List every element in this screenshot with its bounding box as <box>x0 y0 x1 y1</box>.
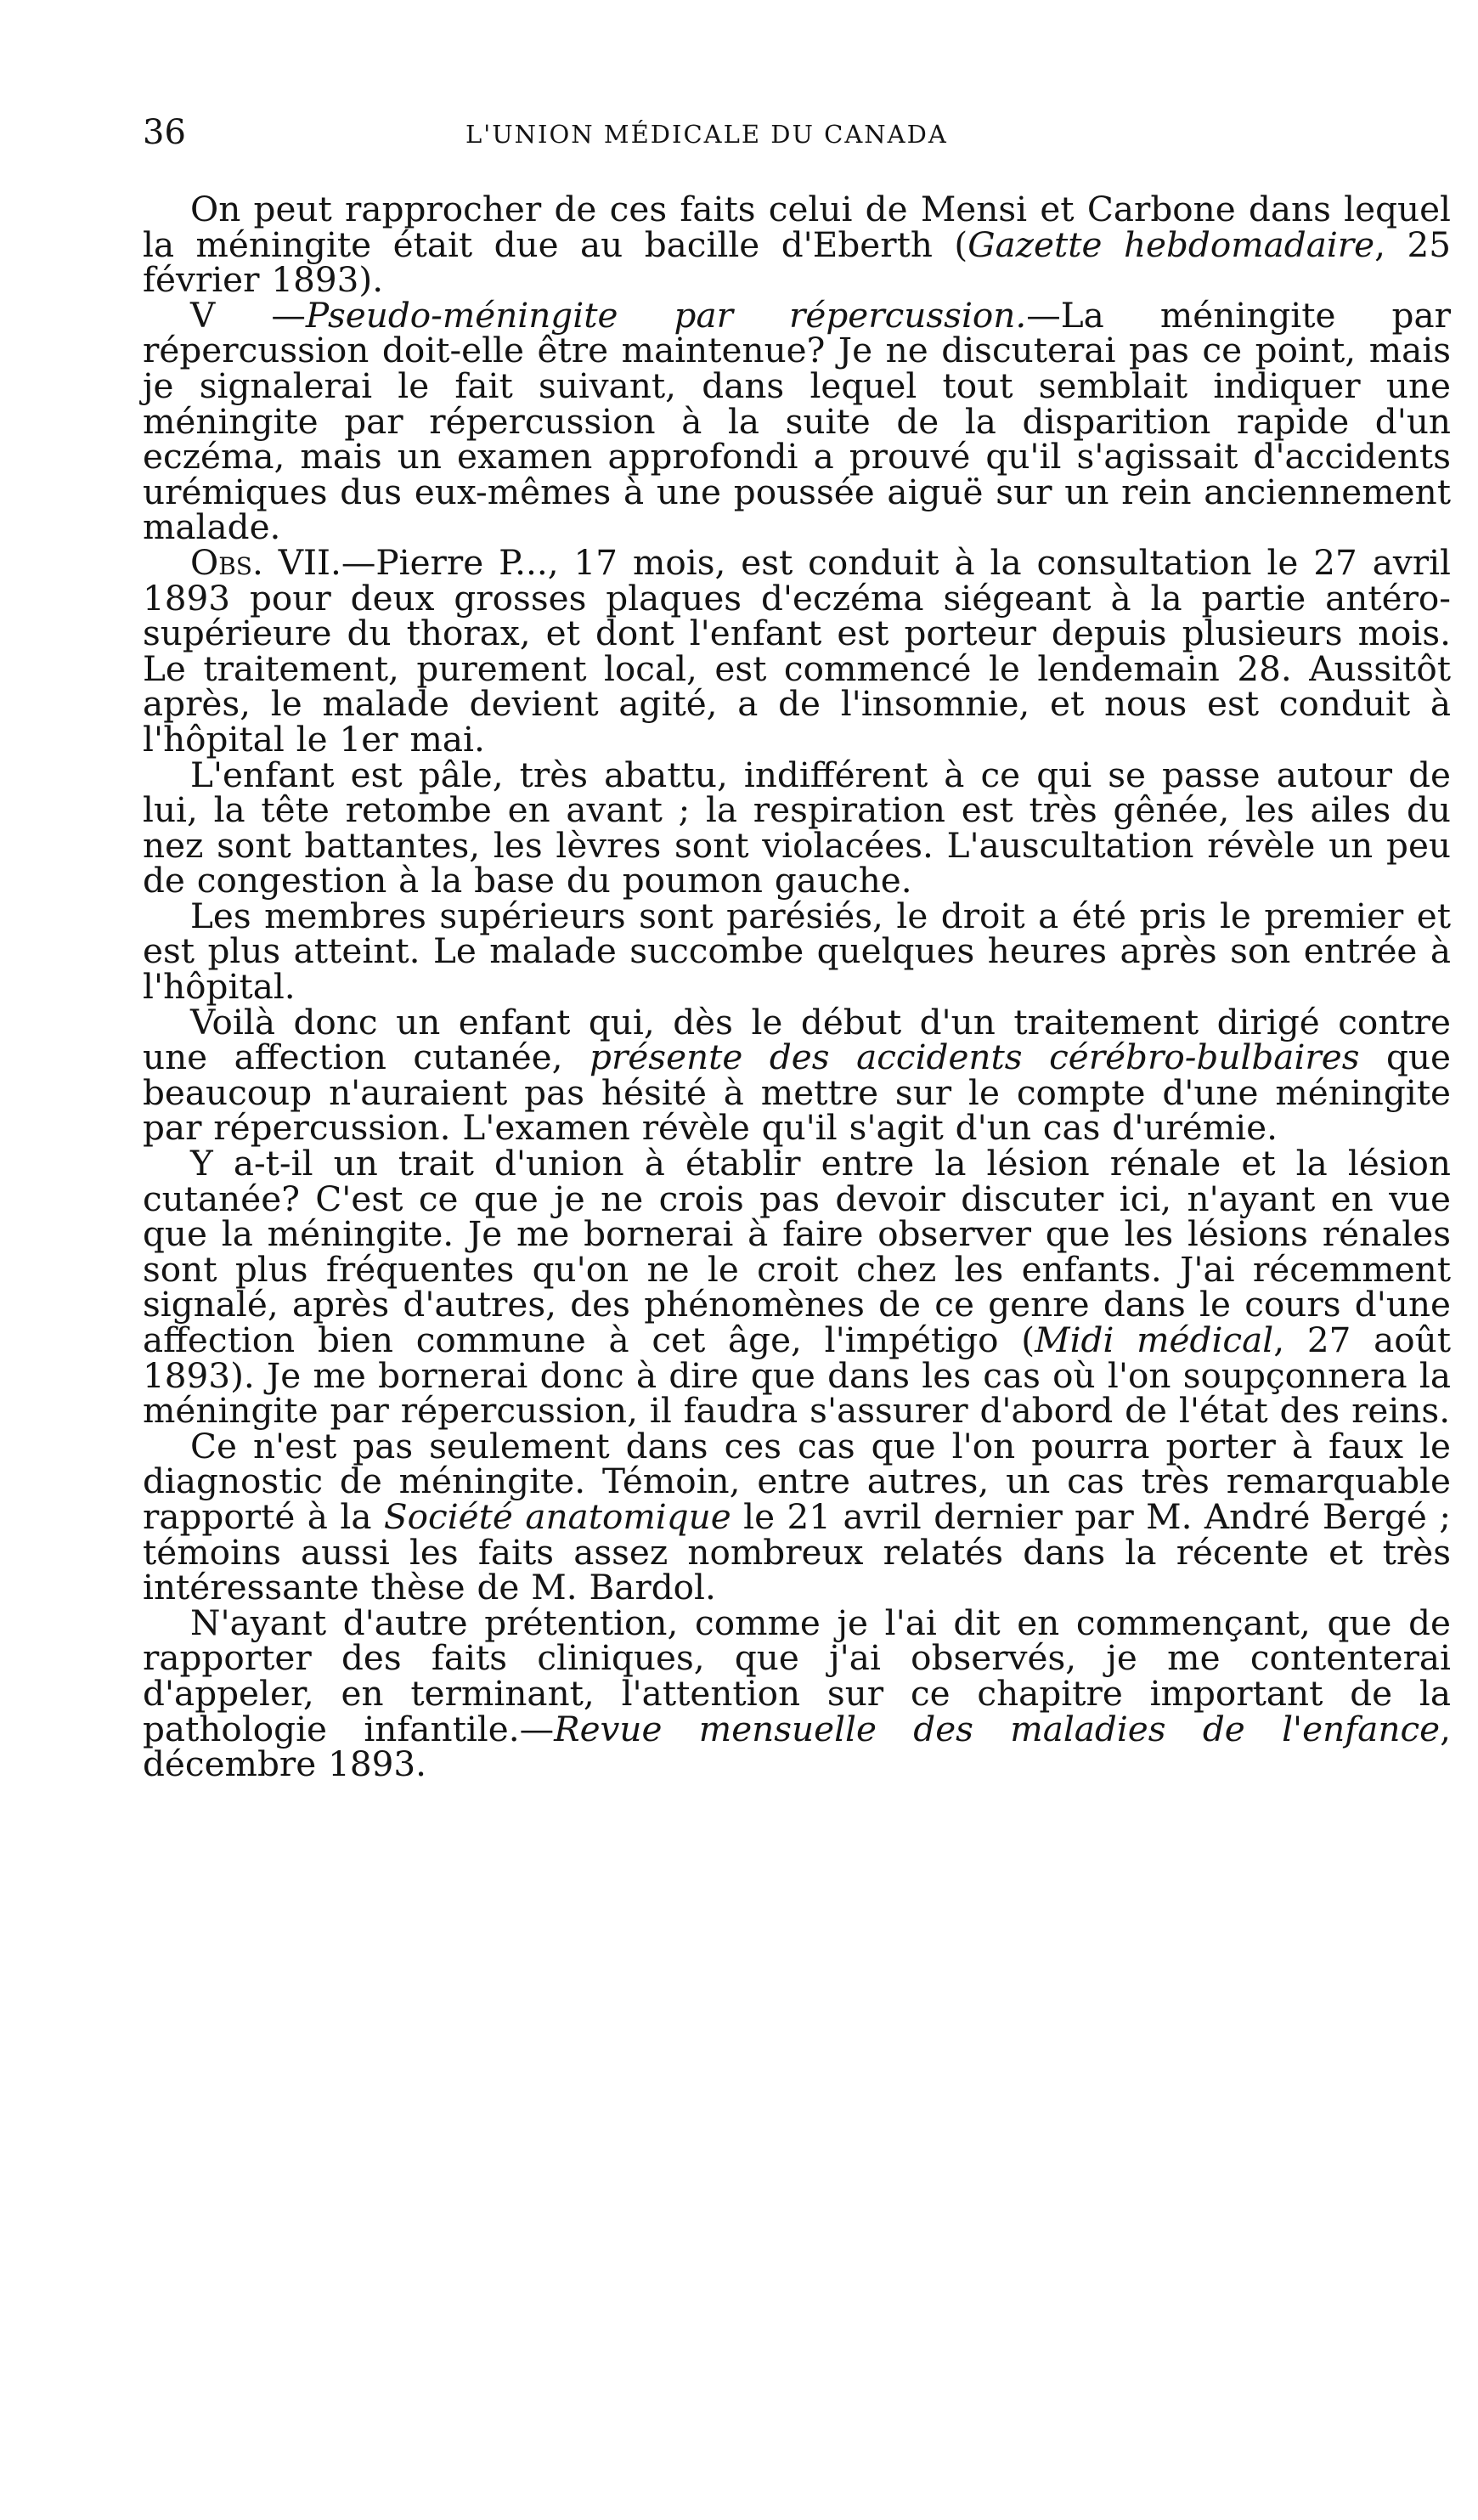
paragraph-text: que beaucoup n'auraient pas hésité à mettre sur le compte d'une méningite par répercussion. L'examen révèle qu'il s'agit d'un cas d'urémie. <box>143 1037 1452 1149</box>
paragraph-text: le 21 avril dernier par M. André Bergé ; témoins aussi les faits assez nombreux relatés dans la récente et très intéressante thèse de M. Bardol. <box>143 1495 1451 1608</box>
italic-text: Midi médical <box>1035 1319 1274 1360</box>
paragraph <box>143 754 1451 901</box>
paragraph <box>143 1143 1451 1432</box>
paragraph <box>143 1425 1451 1608</box>
italic-text: Pseudo-méningite par répercussion. <box>305 294 1027 336</box>
paragraph <box>143 294 1451 548</box>
paragraph <box>143 895 1451 1008</box>
page-header <box>143 112 1451 163</box>
italic-text: Gazette hebdomadaire <box>967 223 1375 265</box>
small-caps-text: Obs. VII. <box>190 541 341 583</box>
paragraph-text: N'ayant d'autre prétention, comme je l'ai dit en commençant, que de rapporter des faits cliniques, que j'ai observés, je me contenterai d'appeler, en terminant, l'attention sur ce chapitre important de la pathologie infantile.— <box>143 1602 1451 1749</box>
paragraph <box>143 541 1452 760</box>
paragraph-text: , décembre 1893. <box>143 1708 1451 1785</box>
paragraph-text: Les membres supérieurs sont parésiés, le droit a été pris le premier et est plus atteint. Le malade succombe quelques heures après son entrée à l'hôpital. <box>143 895 1451 1008</box>
italic-text: Société anatomique <box>383 1495 731 1537</box>
paragraph-text: L'enfant est pâle, très abattu, indifférent à ce qui se passe autour de lui, la tête retombe en avant ; la respiration est très gênée, les ailes du nez sont battantes, les lèvres sont violacées. L'auscultation révèle un peu de congestion à la base du poumon gauche. <box>143 754 1451 901</box>
italic-text: présente des accidents cérébro-bulbaires <box>590 1037 1360 1078</box>
paragraph-text: , 27 août 1893). Je me bornerai donc à dire que dans les cas où l'on soupçonnera la méningite par répercussion, il faudra s'assurer d'abord de l'état des reins. <box>143 1319 1451 1432</box>
paragraph <box>143 1602 1451 1785</box>
paragraph-text: —La méningite par répercussion doit-elle être maintenue? Je ne discuterai pas ce point, mais je signalerai le fait suivant, dans lequel tout semblait indiquer une méningite par répercussion à la suite de la disparition rapide d'un eczéma, mais un examen approfondi a prouvé qu'il s'agissait d'accidents urémiques dus eux-mêmes à une poussée aiguë sur un rein anciennement malade. <box>143 294 1451 548</box>
paragraph-text: V — <box>190 294 306 336</box>
running-title: L'UNION MÉDICALE DU CANADA <box>465 120 948 149</box>
paragraph-text: On peut rapprocher de ces faits celui de Mensi et Carbone dans lequel la méningite était due au bacille d'Eberth ( <box>143 189 1451 265</box>
page-number: 36 <box>143 113 186 152</box>
paragraph-text: Ce n'est pas seulement dans ces cas que l'on pourra porter à faux le diagnostic de méningite. Témoin, entre autres, un cas très remarquable rapporté à la <box>143 1425 1451 1537</box>
italic-text: Revue mensuelle des maladies de l'enfance <box>554 1708 1441 1749</box>
paragraph-text: Y a-t-il un trait d'union à établir entre la lésion rénale et la lésion cutanée? C'est ce que je ne crois pas devoir discuter ici, n'ayant en vue que la méningite. Je me bornerai à faire observer que les lésions rénales sont plus fréquentes qu'on ne le croit chez les enfants. J'ai récemment signalé, après d'autres, des phénomènes de ce genre dans le cours d'une affection bien commune à cet âge, l'impétigo ( <box>143 1143 1451 1360</box>
paragraph-text: —Pierre P..., 17 mois, est conduit à la consultation le 27 avril 1893 pour deux grosses plaques d'eczéma siégeant à la partie antéro-supérieure du thorax, et dont l'enfant est porteur depuis plusieurs mois. Le traitement, purement local, est commencé le lendemain 28. Aussitôt après, le malade devient agité, a de l'insomnie, et nous est conduit à l'hôpital le 1er mai. <box>143 541 1452 760</box>
paragraph <box>143 1001 1452 1149</box>
paragraph-text: , 25 février 1893). <box>143 223 1451 301</box>
paragraph <box>143 189 1451 301</box>
paragraph-text: Voilà donc un enfant qui, dès le début d'un traitement dirigé contre une affection cutanée, <box>143 1001 1451 1078</box>
article-body <box>143 189 1452 1785</box>
